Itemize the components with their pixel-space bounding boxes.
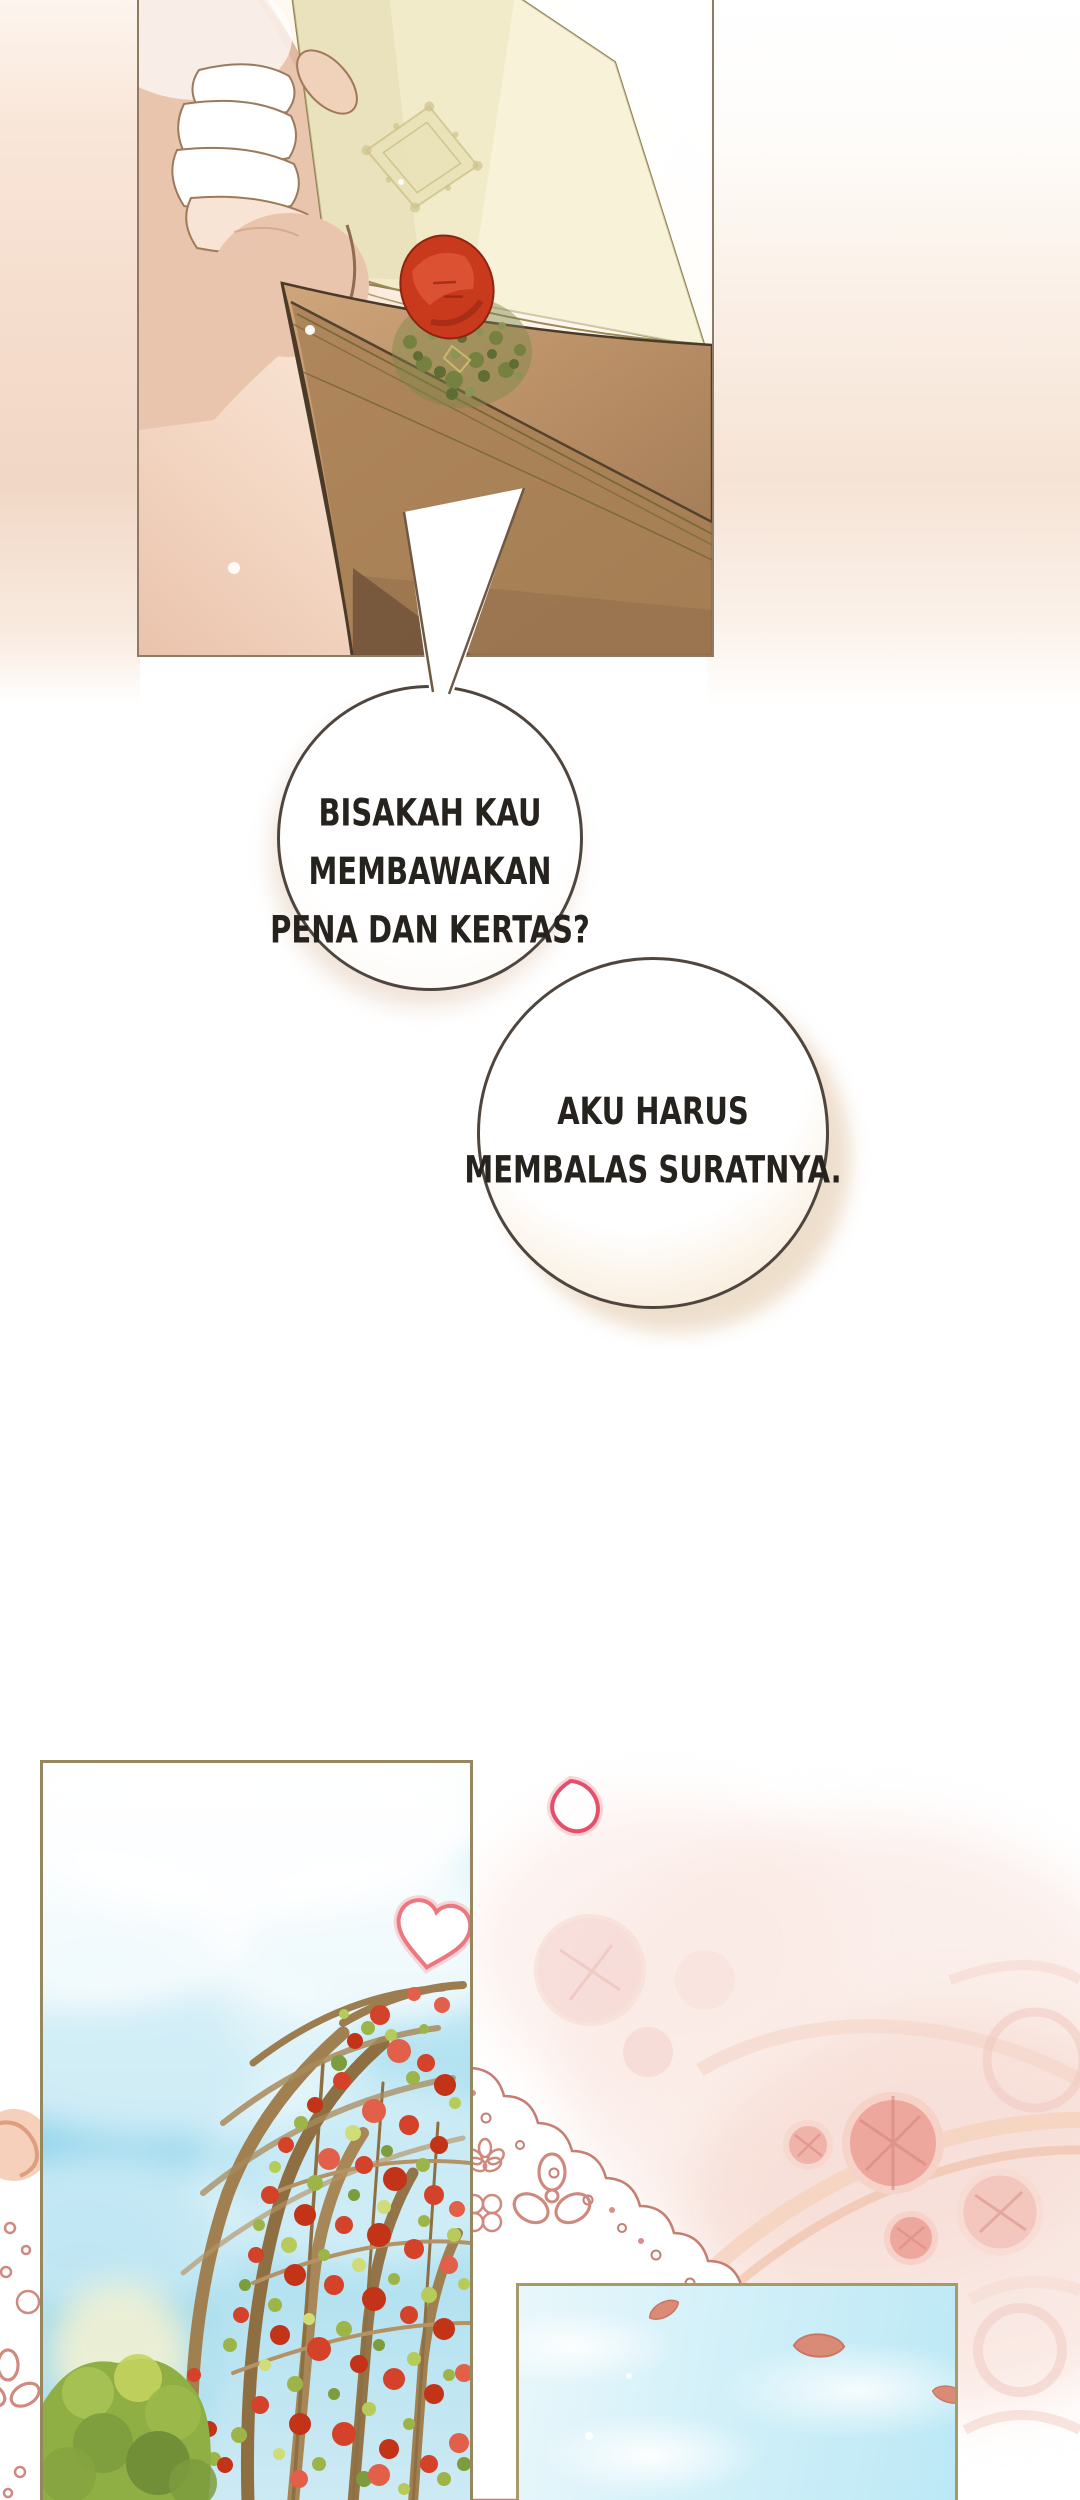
bubble-1-line: PENA DAN KERTAS?: [270, 907, 590, 952]
background-gradient-right: [707, 0, 1080, 705]
bubble-1-line: BISAKAH KAU: [318, 790, 542, 835]
sparkle-icon: [626, 2373, 632, 2379]
top-haze: [43, 1763, 470, 1858]
speech-bubble-tail: [380, 420, 550, 705]
sparkle-icon: [585, 2432, 593, 2440]
background-gradient-left: [0, 0, 140, 705]
sky-panel-art: [519, 2286, 955, 2500]
speech-bubble-1: [270, 685, 590, 991]
speech-bubble-2-text: [464, 1083, 841, 1200]
bubble-1-line: MEMBAWAKAN: [308, 848, 552, 893]
bubble-2-line: AKU HARUS: [557, 1089, 749, 1134]
speech-bubble-1-text: [270, 784, 590, 960]
petal-icon: [792, 2329, 845, 2362]
sparkle-icon: [228, 562, 240, 574]
petal-icon: [646, 2298, 681, 2322]
sky-panel: [516, 2283, 958, 2500]
sparkle-icon: [305, 325, 315, 335]
speech-bubble-2: [464, 957, 842, 1309]
petal-icon: [931, 2380, 955, 2409]
bubble-2-line: MEMBALAS SURATNYA.: [464, 1147, 842, 1192]
garden-panel-art: [43, 1763, 470, 2500]
garden-panel: [40, 1760, 473, 2500]
sparkle-icon: [398, 179, 404, 185]
